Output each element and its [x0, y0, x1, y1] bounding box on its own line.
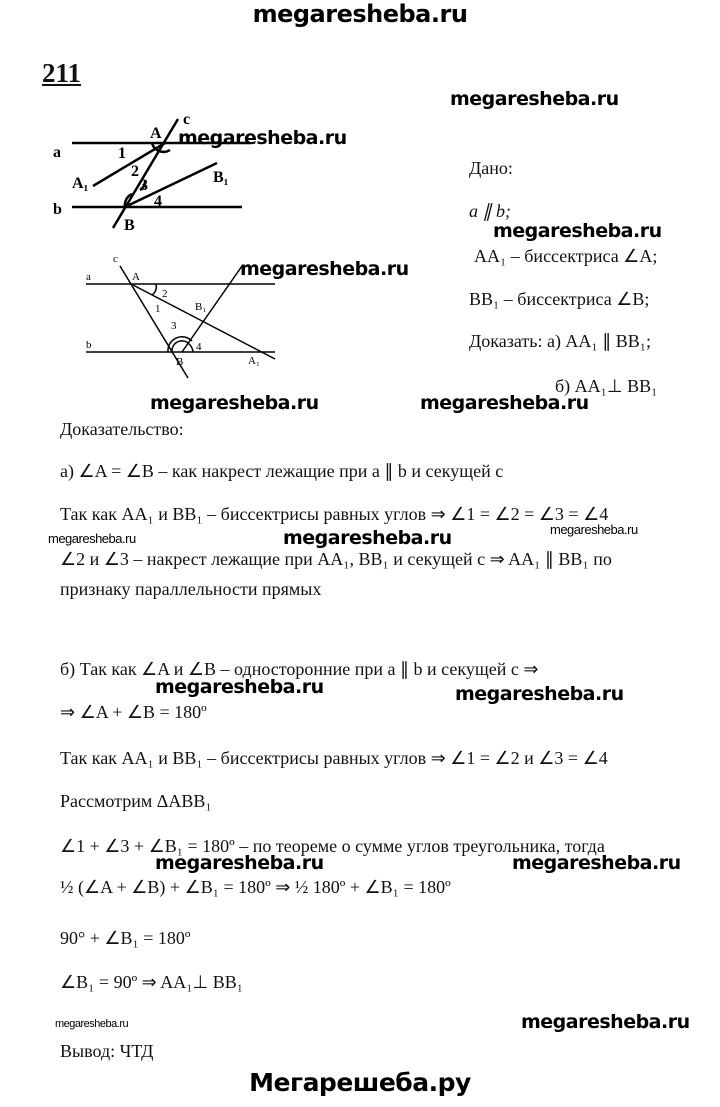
- small-watermark: megaresheba.ru: [48, 531, 136, 546]
- watermark: megaresheba.ru: [155, 852, 324, 874]
- watermark: megaresheba.ru: [155, 676, 324, 698]
- proof-line: Так как AA₁ и BB₁ – биссектрисы равных углов ⇒ ∠1 = ∠2 и ∠3 = ∠4: [60, 748, 608, 768]
- fig2-label-4: 4: [196, 341, 202, 353]
- fig2-label-B1: B₁: [195, 301, 207, 313]
- given-bisector-a: AA₁ – биссектриса ∠A;: [474, 246, 658, 266]
- proof-line: ∠1 + ∠3 + ∠B₁ = 180º – по теореме о сумме углов треугольника, тогда: [60, 836, 605, 856]
- fig1-label-2: 2: [131, 163, 139, 180]
- proof-line: Так как AA₁ и BB₁ – биссектрисы равных углов ⇒ ∠1 = ∠2 = ∠3 = ∠4: [60, 504, 609, 524]
- watermark: megaresheba.ru: [283, 527, 452, 549]
- fig2-label-a: a: [86, 271, 91, 283]
- proof-line: Доказательство:: [60, 419, 184, 439]
- proof-line: ∠B₁ = 90º ⇒ AA₁⊥ BB₁: [60, 972, 243, 992]
- header-watermark: megaresheba.ru: [252, 0, 468, 28]
- small-watermark: megaresheba.ru: [550, 522, 638, 537]
- watermark: megaresheba.ru: [178, 127, 347, 149]
- proof-line: признаку параллельности прямых: [60, 579, 322, 599]
- fig2-label-b: b: [86, 339, 92, 351]
- small-watermark: megaresheba.ru: [55, 1018, 129, 1030]
- fig1-label-A1: A₁: [72, 175, 89, 192]
- footer-watermark: Мегарешеба.ру: [249, 1068, 471, 1097]
- fig2-label-2: 2: [162, 288, 168, 300]
- given-parallel: a ∥ b;: [469, 201, 511, 221]
- fig1-label-B1: B₁: [213, 169, 229, 186]
- fig2-label-A: A: [132, 271, 140, 283]
- prove-b: б) AA₁⊥ BB₁: [555, 376, 658, 396]
- watermark: megaresheba.ru: [450, 88, 619, 110]
- fig1-label-4: 4: [154, 193, 162, 210]
- watermark: megaresheba.ru: [493, 220, 662, 242]
- proof-line: а) ∠A = ∠B – как накрест лежащие при a ∥ b и секущей c: [60, 461, 504, 481]
- proof-line: ½ (∠A + ∠B) + ∠B₁ = 180º ⇒ ½ 180º + ∠B₁ = 180º: [60, 877, 451, 897]
- watermark: megaresheba.ru: [420, 392, 589, 414]
- fig2-label-c: c: [113, 253, 118, 265]
- watermark: megaresheba.ru: [240, 258, 409, 280]
- fig2-label-A1: A₁: [248, 355, 260, 367]
- problem-number: 211: [42, 58, 82, 88]
- fig1-label-B: B: [124, 217, 135, 234]
- watermark: megaresheba.ru: [455, 683, 624, 705]
- fig2-label-1: 1: [155, 303, 161, 315]
- proof-line: 90° + ∠B₁ = 180º: [60, 928, 191, 948]
- fig1-label-a: a: [53, 144, 61, 161]
- proof-line: б) Так как ∠A и ∠B – односторонние при a ∥ b и секущей c ⇒: [60, 659, 539, 679]
- watermark: megaresheba.ru: [150, 392, 319, 414]
- prove-a: Доказать: а) AA₁ ∥ BB₁;: [469, 331, 651, 351]
- given-bisector-b: BB₁ – биссектриса ∠B;: [469, 289, 650, 309]
- proof-line: Рассмотрим ΔABB₁: [60, 791, 212, 811]
- fig1-label-c: c: [183, 111, 191, 128]
- fig2-label-3: 3: [171, 320, 177, 332]
- fig1-label-b: b: [53, 201, 62, 218]
- proof-line: Вывод: ЧТД: [60, 1041, 154, 1061]
- fig2-label-B: B: [176, 356, 184, 368]
- given-title: Дано:: [469, 158, 513, 178]
- watermark: megaresheba.ru: [521, 1011, 690, 1033]
- fig1-label-A: A: [150, 125, 162, 142]
- proof-line: ⇒ ∠A + ∠B = 180º: [60, 702, 207, 722]
- watermark: megaresheba.ru: [512, 852, 681, 874]
- fig1-label-1: 1: [118, 145, 126, 162]
- fig1-label-3: 3: [140, 177, 148, 194]
- proof-line: ∠2 и ∠3 – накрест лежащие при AA₁, BB₁ и секущей c ⇒ AA₁ ∥ BB₁ по: [60, 549, 612, 569]
